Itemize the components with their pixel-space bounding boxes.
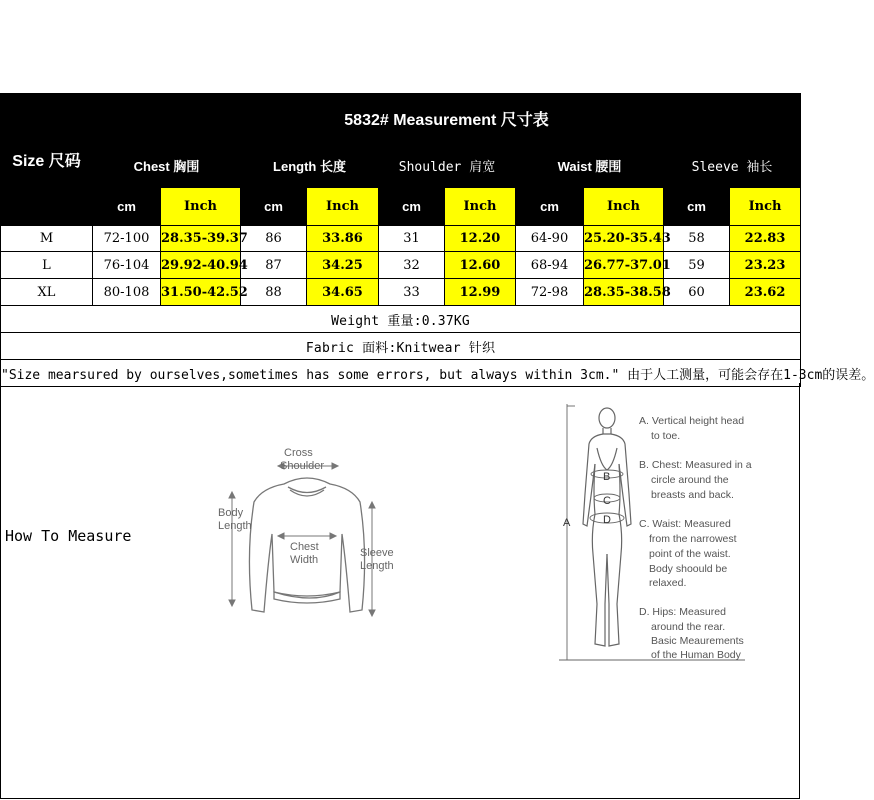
note-c: from the narrowest xyxy=(649,533,737,545)
length-inch: 34.25 xyxy=(307,252,379,279)
chest-inch: 29.92-40.94 xyxy=(161,252,241,279)
size-chart-table xyxy=(0,93,874,387)
note-b: breasts and back. xyxy=(651,489,734,501)
measurement-note: "Size mearsured by ourselves,sometimes has some errors, but always within 3cm." 由于人工测量，可能会存在1-3cm的误差。 xyxy=(1,360,801,387)
note-c: point of the waist. xyxy=(649,548,731,560)
sleeve-cm: 59 xyxy=(664,252,730,279)
unit-cm: cm xyxy=(93,188,161,226)
note-d: Basic Meaurements xyxy=(651,635,744,647)
cross-shoulder-label: Cross xyxy=(284,447,313,459)
size-header: Size 尺码 xyxy=(1,94,93,226)
unit-inch: Inch xyxy=(445,188,516,226)
note-a: to toe. xyxy=(651,430,681,442)
chest-width-label: Chest xyxy=(290,541,319,553)
size-label: XL xyxy=(1,279,93,306)
sleeve-length-label: Sleeve xyxy=(360,547,394,559)
fabric-row: Fabric 面料:Knitwear 针织 xyxy=(1,333,801,360)
shoulder-inch: 12.99 xyxy=(445,279,516,306)
size-label: M xyxy=(1,226,93,252)
sleeve-cm: 58 xyxy=(664,226,730,252)
unit-cm: cm xyxy=(379,188,445,226)
column-header-sleeve: Sleeve 袖长 xyxy=(664,144,801,188)
sweater-diagram xyxy=(212,442,402,627)
sleeve-inch: 22.83 xyxy=(730,226,801,252)
chest-inch: 28.35-39.37 xyxy=(161,226,241,252)
note-c: C. Waist: Measured xyxy=(639,518,731,530)
letter-c: C xyxy=(603,495,611,507)
note-b: B. Chest: Measured in a xyxy=(639,459,752,471)
column-header-length: Length 长度 xyxy=(241,144,379,188)
length-cm: 88 xyxy=(241,279,307,306)
shoulder-inch: 12.20 xyxy=(445,226,516,252)
table-row xyxy=(1,226,801,252)
column-header-shoulder: Shoulder 肩宽 xyxy=(379,144,516,188)
sleeve-inch: 23.62 xyxy=(730,279,801,306)
note-d: around the rear. xyxy=(651,621,726,633)
table-row xyxy=(1,252,801,279)
length-inch: 34.65 xyxy=(307,279,379,306)
note-d: of the Human Body xyxy=(651,649,741,661)
chest-width-label: Width xyxy=(290,554,319,566)
chest-cm: 76-104 xyxy=(93,252,161,279)
waist-inch: 26.77-37.01 xyxy=(584,252,664,279)
unit-cm: cm xyxy=(516,188,584,226)
note-c: Body shoould be xyxy=(649,563,728,575)
column-header-waist: Waist 腰围 xyxy=(516,144,664,188)
sleeve-cm: 60 xyxy=(664,279,730,306)
letter-a: A xyxy=(563,517,571,529)
note-a: A. Vertical height head xyxy=(639,415,745,427)
body-length-label: Length xyxy=(218,520,252,532)
length-inch: 33.86 xyxy=(307,226,379,252)
how-to-measure-label: How To Measure xyxy=(5,527,132,545)
cross-shoulder-label: Shoulder xyxy=(280,460,325,472)
letter-b: B xyxy=(603,471,611,483)
body-length-label: Body xyxy=(218,507,244,519)
shoulder-cm: 33 xyxy=(379,279,445,306)
chest-cm: 72-100 xyxy=(93,226,161,252)
weight-row: Weight 重量:0.37KG xyxy=(1,306,801,333)
letter-d: D xyxy=(603,514,611,526)
unit-inch: Inch xyxy=(730,188,801,226)
table-title: 5832# Measurement 尺寸表 xyxy=(93,94,801,144)
shoulder-cm: 31 xyxy=(379,226,445,252)
waist-inch: 28.35-38.58 xyxy=(584,279,664,306)
note-d: D. Hips: Measured xyxy=(639,606,726,618)
chest-cm: 80-108 xyxy=(93,279,161,306)
unit-inch: Inch xyxy=(307,188,379,226)
waist-cm: 68-94 xyxy=(516,252,584,279)
sleeve-inch: 23.23 xyxy=(730,252,801,279)
human-body-icon xyxy=(583,408,631,646)
column-header-chest: Chest 胸围 xyxy=(93,144,241,188)
shoulder-inch: 12.60 xyxy=(445,252,516,279)
unit-cm: cm xyxy=(664,188,730,226)
note-c: relaxed. xyxy=(649,577,687,589)
sleeve-length-label: Length xyxy=(360,560,394,572)
length-cm: 87 xyxy=(241,252,307,279)
note-b: circle around the xyxy=(651,474,729,486)
table-row xyxy=(1,279,801,306)
length-cm: 86 xyxy=(241,226,307,252)
unit-inch: Inch xyxy=(584,188,664,226)
shoulder-cm: 32 xyxy=(379,252,445,279)
size-label: L xyxy=(1,252,93,279)
body-diagram xyxy=(565,404,780,670)
unit-cm: cm xyxy=(241,188,307,226)
chest-inch: 31.50-42.52 xyxy=(161,279,241,306)
waist-inch: 25.20-35.43 xyxy=(584,226,664,252)
unit-inch: Inch xyxy=(161,188,241,226)
waist-cm: 72-98 xyxy=(516,279,584,306)
waist-cm: 64-90 xyxy=(516,226,584,252)
